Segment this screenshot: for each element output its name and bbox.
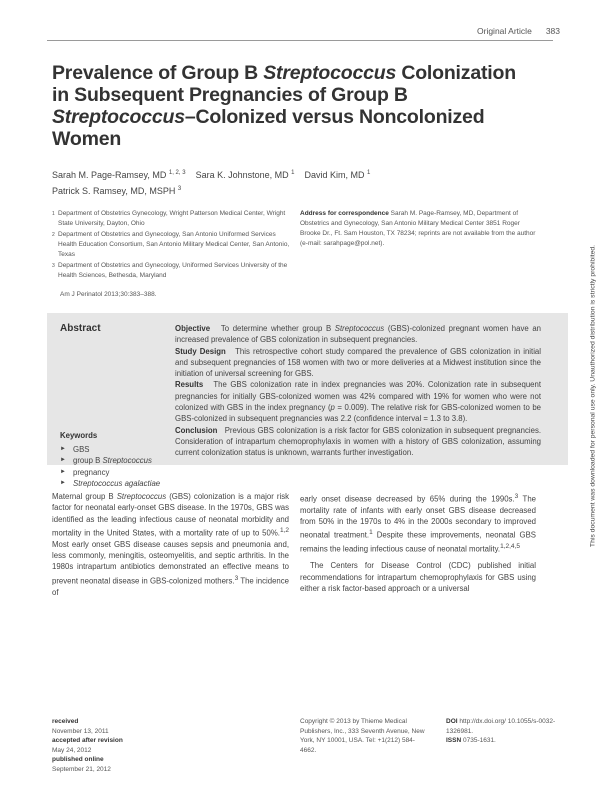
copyright-notice: Copyright © 2013 by Thieme Medical Publishers, Inc., 333 Seventh Avenue, New York, NY 10001, USA. Tel: +1(212) 584-4662. xyxy=(300,718,425,754)
abstract-heading: Abstract xyxy=(60,323,101,334)
section-label: Original Article xyxy=(477,26,532,36)
download-notice: This document was downloaded for personal use only. Unauthorized distribution is strictly prohibited. xyxy=(589,244,597,548)
author-list xyxy=(52,166,532,198)
keywords-list xyxy=(60,444,170,489)
keywords-heading: Keywords xyxy=(60,431,98,440)
article-dates: received November 13, 2011 accepted after revision May 24, 2012 published online September 21, 2012 xyxy=(52,718,123,773)
author: David Kim, MD $^1$ xyxy=(304,170,371,180)
running-header xyxy=(477,26,560,36)
keyword-item: ► GBS xyxy=(60,445,90,454)
author: Sarah M. Page-Ramsey, MD $^{1, 2, 3}$ xyxy=(52,170,186,180)
journal-citation: Am J Perinatol 2013;30:383–388. xyxy=(60,291,157,298)
abstract-text: Objective To determine whether group B Streptococcus (GBS)-colonized pregnant women have an increased prevalence of GBS colonization in subsequent pregnancies. Study Design This retrospective cohort study compared the prevalence of GBS colonization in initial and subsequent pregnancies of 158 women with two or more deliveries at a Midwest institution since the initiation of universal screening for GBS. Results The GBS colonization rate in index pregnancies was 20%. Colonization rate in subsequent pregnancies for initially GBS-colonized women was 42% compared with 19% for women who were not colonized with GBS in the index pregnancy (p = 0.009). The relative risk for GBS-colonized women to be GBS-colonized in subsequent pregnancies was 2.2 (confidence interval = 1.3 to 3.8). Conclusion Previous GBS colonization is a risk factor for GBS colonization in subsequent pregnancies. Consideration of intrapartum chemoprophylaxis in women with a history of GBS colonization, assuming current colonization status is unknown, warrants further investigation. xyxy=(175,324,542,458)
affiliation-item: 2 Department of Obstetrics and Gynecology, San Antonio Uniformed Services Health Education Consortium, San Antonio Military Medical Center, San Antonio, Texas xyxy=(52,231,290,258)
affiliation-item: 1 Department of Obstetrics Gynecology, Wright Patterson Medical Center, Wright State University, Dayton, Ohio xyxy=(52,210,286,227)
keyword-item: ► pregnancy xyxy=(60,467,110,477)
author: Patrick S. Ramsey, MD, MSPH $^3$ xyxy=(52,186,182,196)
author: Sara K. Johnstone, MD $^1$ xyxy=(195,170,295,180)
keyword-item: ► group B Streptococcus xyxy=(60,456,152,466)
doi-issn: DOI http://dx.doi.org/ 10.1055/s-0032-1326981. ISSN 0735-1631. xyxy=(446,718,556,745)
page-number: 383 xyxy=(545,26,560,36)
affiliation-item: 3 Department of Obstetrics and Gynecology, Uniformed Services University of the Health Sciences, Bethesda, Maryland xyxy=(52,262,288,279)
header-divider xyxy=(47,40,553,41)
body-column-left: Maternal group B Streptococcus (GBS) colonization is a major risk factor for neonatal early-onset GBS disease. In the 1970s, GBS was identified as the leading infectious cause of neonatal morbidity and mortality in the United States, with a mortality rate of up to 50%.$^{1,2}$ Most early onset GBS disease causes sepsis and pneumonia and, less commonly, meningitis, osteomyelitis, and septic arthritis. In the 1980s intrapartum antibiotics demonstrated an effective means to prevent neonatal disease in GBS-colonized mothers.$^3$ The incidence of xyxy=(52,492,290,597)
body-column-right: early onset disease decreased by 65% during the 1990s.$^3$ The mortality rate of infants with early onset GBS disease decreased from 50% in the 1970s to 4% in the 2000s secondary to improved neonatal treatment.$^1$ Despite these improvements, neonatal GBS remains the leading infectious cause of neonatal mortality.$^{1,2,4,5}$ The Centers for Disease Control (CDC) published initial recommendations for intrapartum chemoprophylaxis for GBS using either a risk factor-based approach or a universal xyxy=(300,493,536,593)
correspondence: Address for correspondence Sarah M. Page-Ramsey, MD, Department of Obstetrics and Gynecology, San Antonio Military Medical Center 3851 Roger Brooke Dr., Ft. Sam Houston, TX 78234; reprints are not available from the author (e-mail: sarahpage@pol.net). xyxy=(300,210,536,247)
article-title: Prevalence of Group B Streptococcus Colonization in Subsequent Pregnancies of Group B Streptococcus–Colonized versus Noncolonized Women xyxy=(52,62,516,150)
affiliations xyxy=(52,209,292,282)
keyword-item: ► Streptococcus agalactiae xyxy=(60,478,161,488)
